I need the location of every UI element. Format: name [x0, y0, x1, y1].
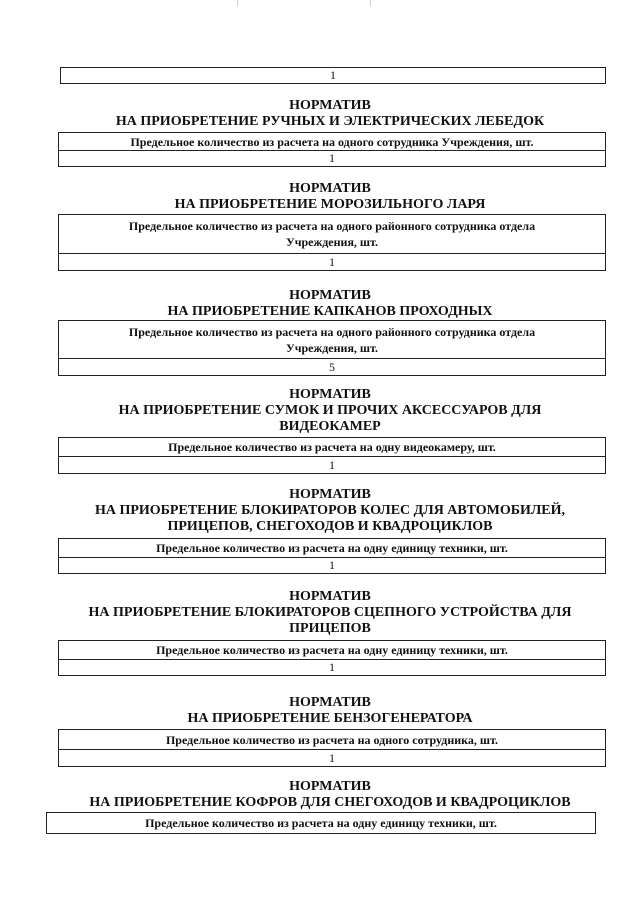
- section-heading: [40, 288, 620, 320]
- norm-label: НОРМАТИВ: [289, 695, 371, 710]
- table-header: Предельное количество из расчета на одну единицу техники, шт.: [59, 539, 605, 558]
- section-heading: [40, 589, 620, 637]
- norm-title: НА ПРИОБРЕТЕНИЕ БЛОКИРАТОРОВ СЦЕПНОГО УСТРОЙСТВА ДЛЯ ПРИЦЕПОВ: [88, 605, 572, 636]
- norm-label: НОРМАТИВ: [289, 387, 371, 402]
- table-header: Предельное количество из расчета на одного сотрудника, шт.: [59, 730, 605, 750]
- norm-label: НОРМАТИВ: [289, 487, 371, 502]
- norm-label: НОРМАТИВ: [289, 288, 371, 303]
- section-heading: [40, 487, 620, 535]
- table-value: 1: [329, 458, 335, 472]
- norm-title: НА ПРИОБРЕТЕНИЕ БЛОКИРАТОРОВ КОЛЕС ДЛЯ АВТОМОБИЛЕЙ, ПРИЦЕПОВ, СНЕГОХОДОВ И КВАДРОЦИКЛОВ: [94, 503, 566, 534]
- norm-table: [58, 729, 606, 767]
- norm-table: [58, 640, 606, 676]
- section-heading: [40, 387, 620, 435]
- table-value: 1: [329, 255, 335, 269]
- table-value: 1: [329, 558, 335, 572]
- norm-table: [58, 538, 606, 574]
- norm-table: [46, 812, 596, 834]
- norm-label: НОРМАТИВ: [289, 589, 371, 604]
- norm-title: НА ПРИОБРЕТЕНИЕ КОФРОВ ДЛЯ СНЕГОХОДОВ И КВАДРОЦИКЛОВ: [89, 795, 571, 810]
- table-header: Предельное количество из расчета на одного сотрудника Учреждения, шт.: [59, 133, 605, 151]
- scan-mark: [237, 0, 238, 6]
- section-heading: [40, 779, 620, 811]
- norm-title: НА ПРИОБРЕТЕНИЕ СУМОК И ПРОЧИХ АКСЕССУАРОВ ДЛЯ ВИДЕОКАМЕР: [118, 403, 542, 434]
- table-value: 5: [329, 360, 335, 374]
- section-heading: [40, 695, 620, 727]
- norm-title: НА ПРИОБРЕТЕНИЕ КАПКАНОВ ПРОХОДНЫХ: [167, 304, 493, 319]
- norm-title: НА ПРИОБРЕТЕНИЕ МОРОЗИЛЬНОГО ЛАРЯ: [174, 197, 486, 212]
- norm-table: [58, 132, 606, 167]
- table-header: Предельное количество из расчета на одну видеокамеру, шт.: [59, 438, 605, 457]
- first-table: [60, 67, 606, 84]
- table-value: 1: [329, 151, 335, 165]
- norm-title: НА ПРИОБРЕТЕНИЕ БЕНЗОГЕНЕРАТОРА: [187, 711, 473, 726]
- norm-table: [58, 320, 606, 376]
- norm-label: НОРМАТИВ: [289, 181, 371, 196]
- table-header: Предельное количество из расчета на одного районного сотрудника отдела Учреждения, шт.: [59, 215, 605, 254]
- section-heading: [40, 181, 620, 213]
- table-value: 1: [330, 68, 336, 82]
- table-header: Предельное количество из расчета на одного районного сотрудника отдела Учреждения, шт.: [59, 321, 605, 359]
- table-header: Предельное количество из расчета на одну единицу техники, шт.: [145, 816, 497, 830]
- norm-title: НА ПРИОБРЕТЕНИЕ РУЧНЫХ И ЭЛЕКТРИЧЕСКИХ ЛЕБЕДОК: [115, 114, 545, 129]
- table-header: Предельное количество из расчета на одну единицу техники, шт.: [59, 641, 605, 660]
- norm-label: НОРМАТИВ: [289, 98, 371, 113]
- table-value: 1: [329, 660, 335, 674]
- norm-table: [58, 214, 606, 271]
- section-heading: [40, 98, 620, 130]
- scan-mark: [370, 0, 371, 6]
- norm-label: НОРМАТИВ: [289, 779, 371, 794]
- norm-table: [58, 437, 606, 474]
- table-value: 1: [329, 751, 335, 765]
